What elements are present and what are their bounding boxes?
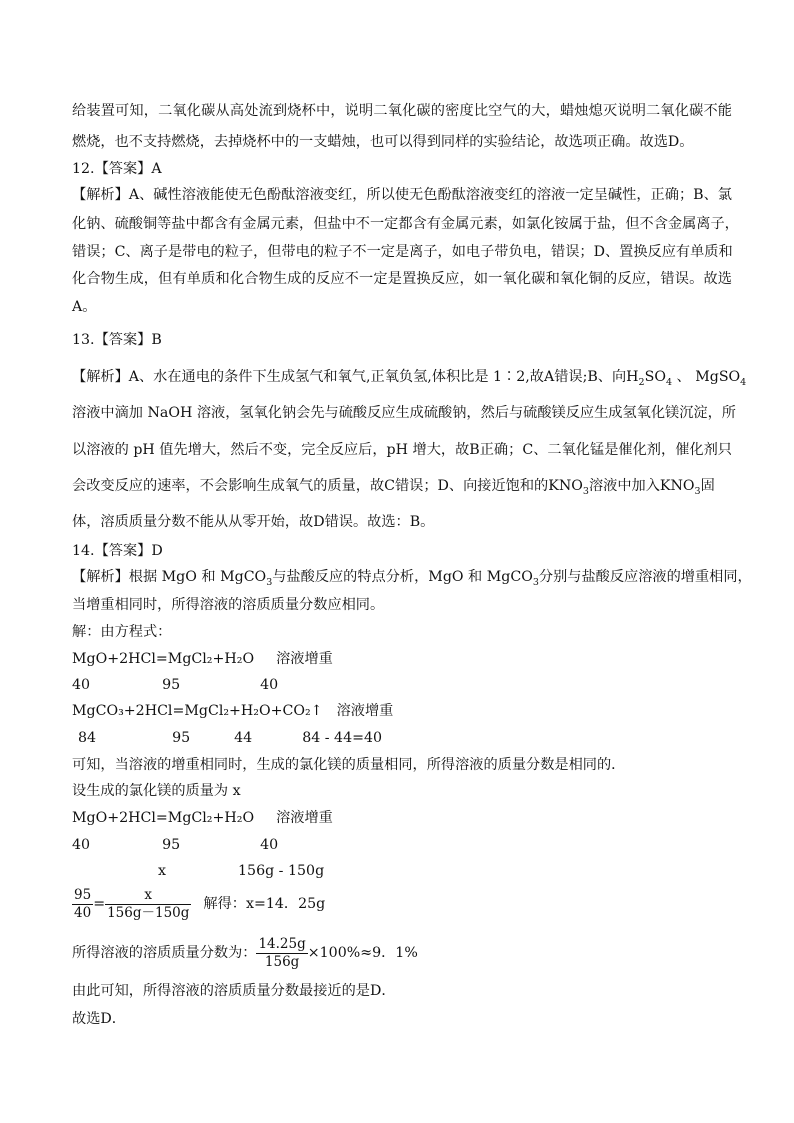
q14-equation-3: MgO+2HCl=MgCl₂+H₂O 溶液增重 <box>72 810 333 826</box>
q14-conclusion-line: 可知，当溶液的增重相同时，生成的氯化镁的质量相同，所得溶液的质量分数是相同的． <box>72 757 626 773</box>
q14-solution-intro: 解：由方程式： <box>72 624 172 640</box>
q14-analysis-line-2: 当增重相同时，所得溶液的溶质质量分数应相同。 <box>72 597 385 613</box>
q12-analysis-line-4: 化合物生成，但有单质和化合物生成的反应不一定是置换反应，如一氧化碳和氧化铜的反应，错误。故选 <box>72 271 732 287</box>
q12-analysis-line-3: 错误；C、离子是带电的粒子，但带电的粒子不一定是离子，如电子带负电，错误；D、置换反应有单质和 <box>72 244 733 260</box>
q14-analysis-line-1: 【解析】根据 MgO 和 MgCO$_3$与盐酸反应的特点分析，MgO 和 MgCO$_3$分别与盐酸反应溶液的增重相同， <box>72 569 752 588</box>
proportion-right-fraction: $\frac{x}{156g-150g}$ <box>107 886 190 921</box>
q13-analysis-line-2: 溶液中滴加 NaOH 溶液，氢氧化钠会先与硫酸反应生成硫酸钠，然后与硫酸镁反应生成氢氧化镁沉淀，所 <box>72 405 736 421</box>
q11-text-line-1: 给装置可知，二氧化碳从高处流到烧杯中，说明二氧化碳的密度比空气的大，蜡烛熄灭说明二氧化碳不能 <box>72 103 732 119</box>
q14-proportion: $\frac{95}{40}$ = $\frac{x}{156g-150g}$ 解得：x=14．25g <box>74 886 326 921</box>
q13-analysis-line-5: 体，溶质质量分数不能从从零开始，故D错误。故选：B。 <box>72 514 435 530</box>
proportion-left-fraction: $\frac{95}{40}$ <box>74 886 92 921</box>
q14-equation-3-unknowns: x 156g - 150g <box>158 863 325 879</box>
q12-analysis-line-1: 【解析】A、碱性溶液能使无色酚酞溶液变红，所以使无色酚酞溶液变红的溶液一定呈碱性，正确；B、氯 <box>72 187 732 203</box>
q11-text-line-2: 燃烧，也不支持燃烧，去掉烧杯中的一支蜡烛，也可以得到同样的实验结论，故选项正确。故选D。 <box>72 134 694 150</box>
q13-analysis-line-4: 会改变反应的速率，不会影响生成氧气的质量，故C错误；D、向接近饱和的$KNO_3$溶液中加入$KNO_3$固 <box>72 478 715 497</box>
q14-equation-2: MgCO₃+2HCl=MgCl₂+H₂O+CO₂↑ 溶液增重 <box>72 703 394 719</box>
q14-final-statement: 由此可知，所得溶液的溶质质量分数最接近的是D． <box>72 983 396 999</box>
q13-analysis-line-3: 以溶液的 pH 值先增大，然后不变，完全反应后，pH 增大，故B正确；C、二氧化锰是催化剂，催化剂只 <box>72 442 732 458</box>
q14-let-statement: 设生成的氯化镁的质量为 x <box>72 783 241 799</box>
q14-answer: 14.【答案】D <box>72 543 163 559</box>
q14-equation-3-values: 40 95 40 <box>72 837 279 853</box>
percentage-fraction: $\frac{14.25g}{156g}$ <box>258 935 306 970</box>
q14-equation-1-values: 40 95 40 <box>72 677 279 693</box>
q14-equation-1: MgO+2HCl=MgCl₂+H₂O 溶液增重 <box>72 651 333 667</box>
q12-analysis-line-5: A。 <box>72 299 97 315</box>
q13-answer: 13.【答案】B <box>72 332 162 348</box>
q12-analysis-line-2: 化钠、硫酸铜等盐中都含有金属元素，但盐中不一定都含有金属元素，如氯化铵属于盐，但不含金属离子， <box>72 216 739 232</box>
q14-equation-2-values: 84 95 44 84 - 44=40 <box>78 730 383 746</box>
q12-answer: 12.【答案】A <box>72 161 162 177</box>
q14-final-answer: 故选D． <box>72 1011 126 1027</box>
q13-analysis-line-1: 【解析】A、水在通电的条件下生成氢气和氧气,正氧负氢,体积比是 1∶2,故A错误;B、向$H_2SO_4$ 、 MgSO$_4$ <box>72 369 747 388</box>
q14-percentage: 所得溶液的溶质质量分数为： $\frac{14.25g}{156g}$ ×100%≈9．1% <box>72 935 418 970</box>
